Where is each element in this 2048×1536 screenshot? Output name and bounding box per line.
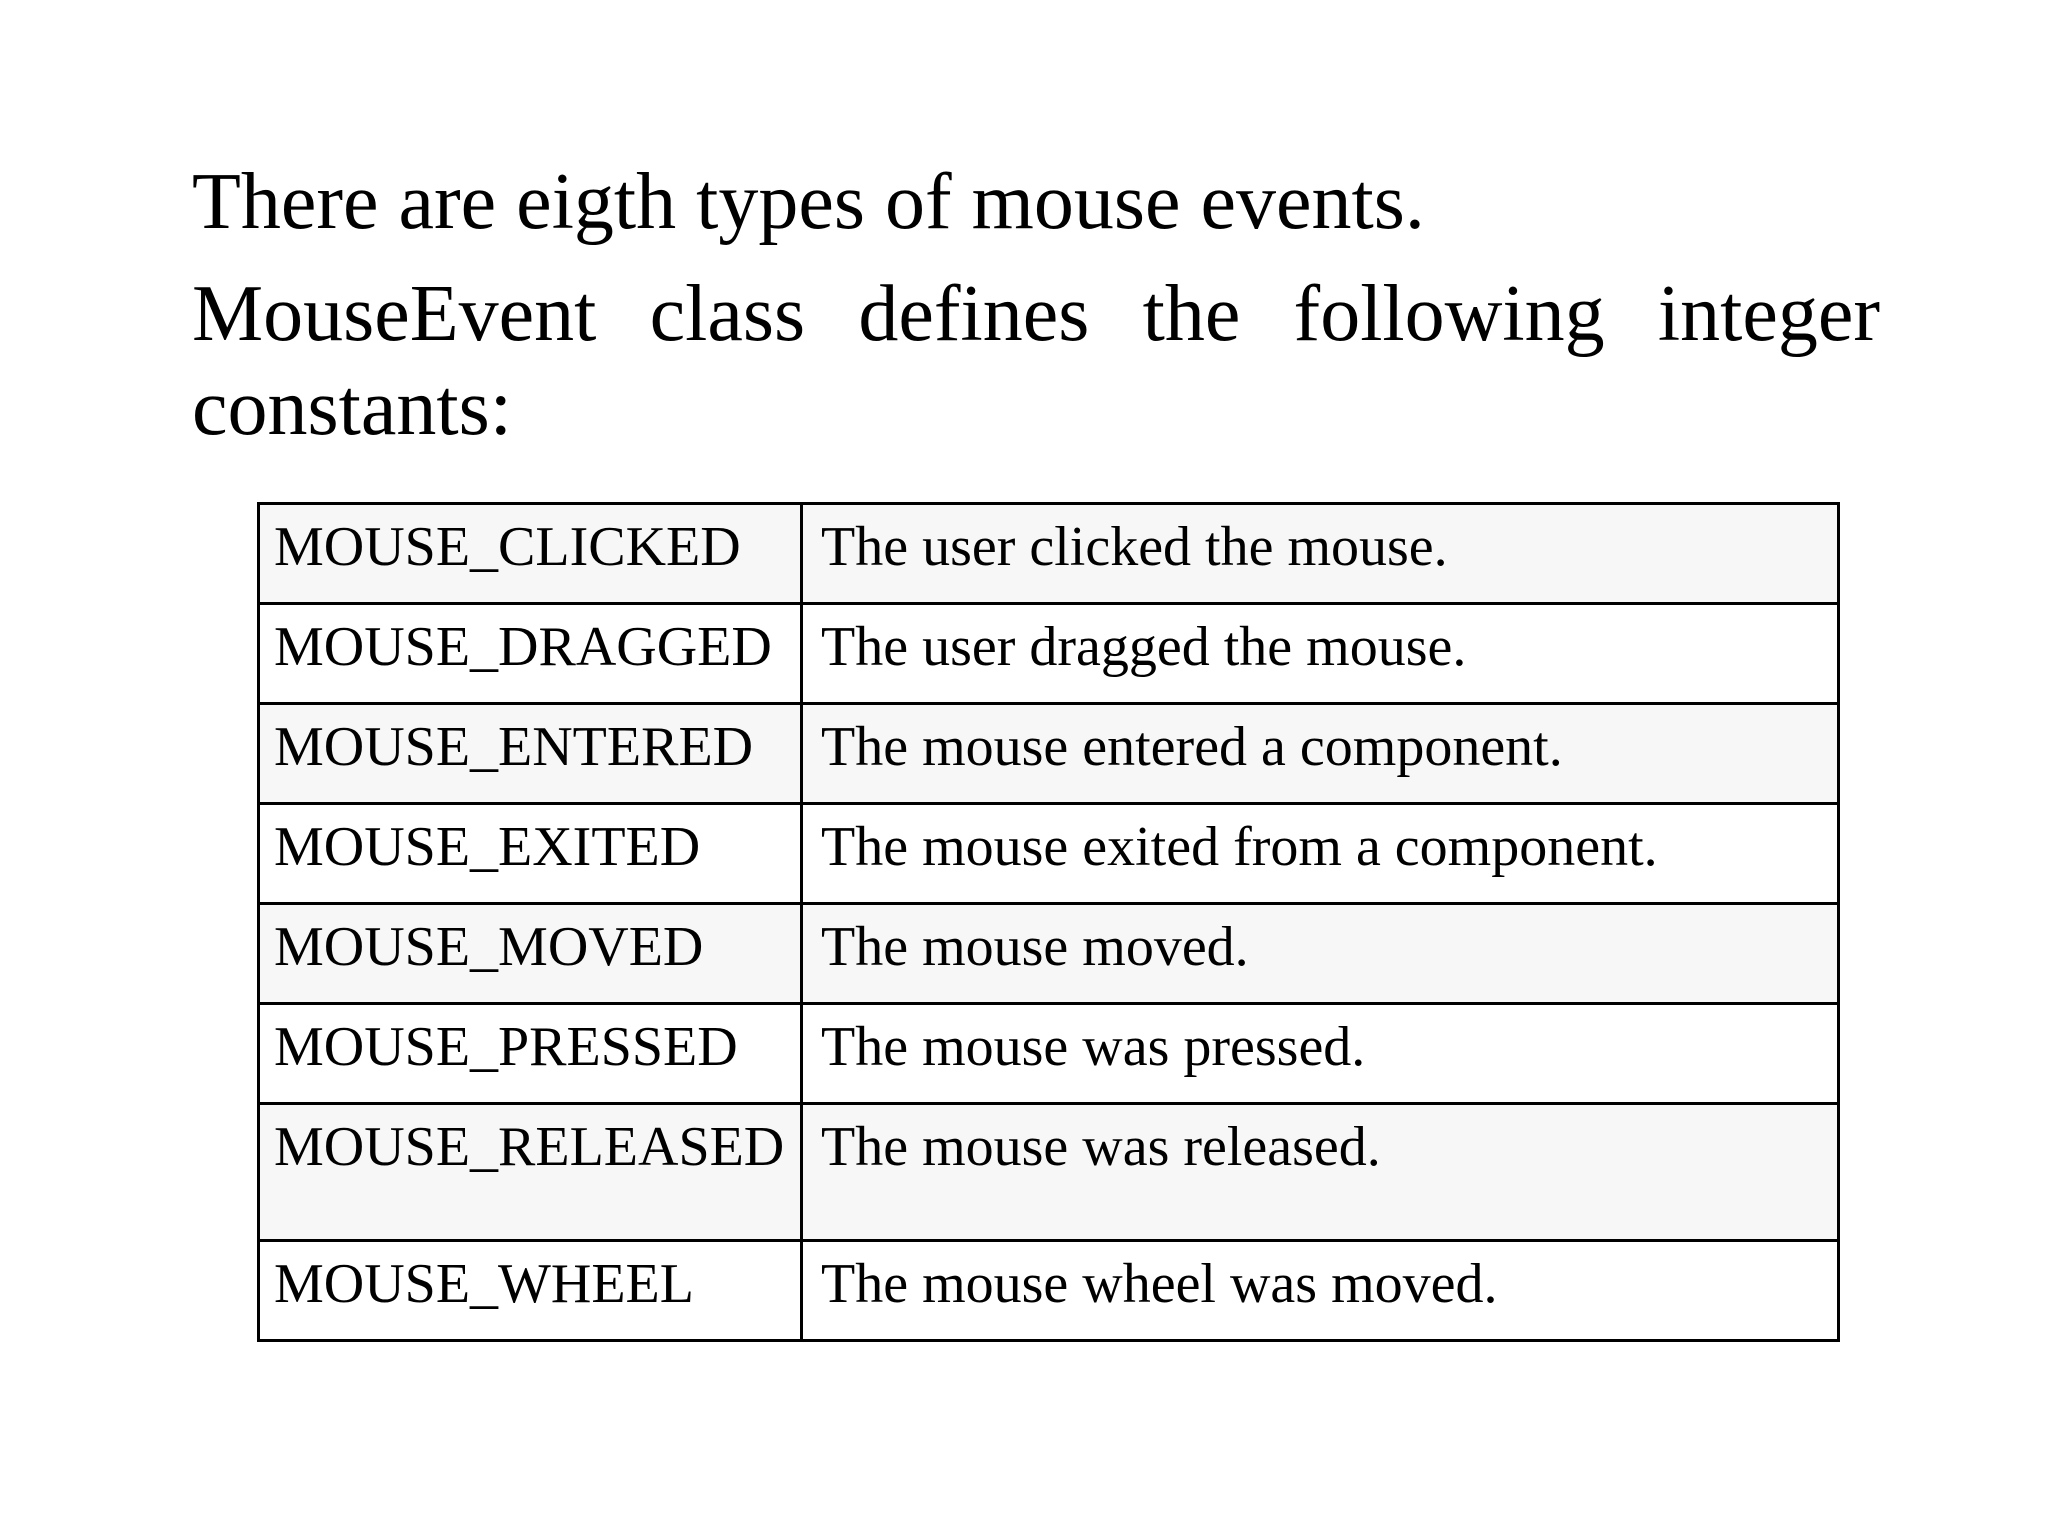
constant-name: MOUSE_MOVED xyxy=(259,904,802,1004)
intro-line-constants: constants: xyxy=(192,364,512,452)
constant-description: The mouse was released. xyxy=(802,1104,1839,1241)
table-row xyxy=(259,604,1839,704)
table-row xyxy=(259,1104,1839,1241)
constant-name: MOUSE_EXITED xyxy=(259,804,802,904)
constant-name: MOUSE_RELEASED xyxy=(259,1104,802,1241)
constant-name: MOUSE_DRAGGED xyxy=(259,604,802,704)
intro-text xyxy=(192,148,1880,462)
table-row xyxy=(259,1241,1839,1341)
table-row xyxy=(259,804,1839,904)
table-row xyxy=(259,504,1839,604)
constant-description: The mouse wheel was moved. xyxy=(802,1241,1839,1341)
intro-line-class-definition: MouseEvent class defines the following integer xyxy=(192,270,1880,358)
constant-description: The mouse entered a component. xyxy=(802,704,1839,804)
constant-description: The user dragged the mouse. xyxy=(802,604,1839,704)
constant-name: MOUSE_WHEEL xyxy=(259,1241,802,1341)
mouse-event-constants-table xyxy=(257,502,1840,1342)
constant-description: The mouse moved. xyxy=(802,904,1839,1004)
constant-description: The mouse exited from a component. xyxy=(802,804,1839,904)
constant-description: The user clicked the mouse. xyxy=(802,504,1839,604)
intro-line-event-count: There are eigth types of mouse events. xyxy=(192,158,1425,246)
constant-name: MOUSE_PRESSED xyxy=(259,1004,802,1104)
constant-name: MOUSE_CLICKED xyxy=(259,504,802,604)
table-row xyxy=(259,1004,1839,1104)
constant-name: MOUSE_ENTERED xyxy=(259,704,802,804)
constant-description: The mouse was pressed. xyxy=(802,1004,1839,1104)
table-row xyxy=(259,904,1839,1004)
table-row xyxy=(259,704,1839,804)
